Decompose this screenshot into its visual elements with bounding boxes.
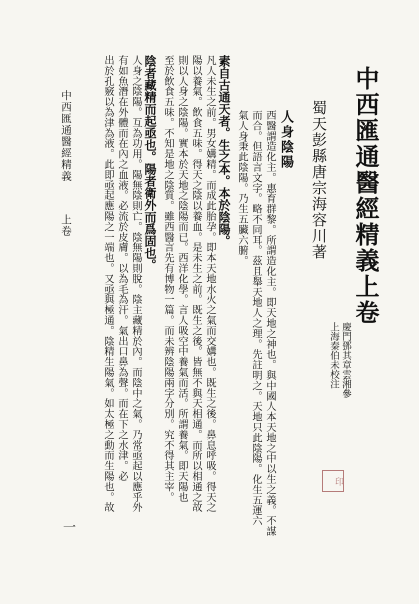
section-title: 人身陰陽 [278,110,293,170]
body-column-7: 至於飲食五味。不知是地之陰質。雖西醫言先有博物一篇。而未辨陰陽兩字分別。究不得其主宰。 [162,55,173,503]
body-column-8: 人身之陰陽。互為功用。陽無陰則亡。陰無陽則脫。陰主藏精於內。而陰中之氣。乃常亟起以應乎外 [130,55,141,513]
body-column-9: 有如魚潛在外體而在內之血液。必流於皮膚。以為毛為汗。氣出口鼻為聲。而在下之水津。必 [116,55,127,482]
editor-seal-stamp: 印 [322,470,344,492]
book-author: 蜀天彭縣唐宗海容川著 [310,100,328,260]
running-footer-volume: 上卷 [60,214,72,237]
running-footer-title: 中西匯通醫經精義 [60,90,72,182]
body-column-4: 凡人未生之前。男女媾精。而成此胎孕。即本天地水火之氣而交媾也。既生之後。鼻息呼吸。得天之 [204,55,215,513]
body-column-6: 則以人身之陰陽。實本於天地之陰陽而已。西洋化學。言人吸空中養氣而活。所謂養氣。即天陽也 [176,55,187,503]
bold-lead-1: 素自古通天者。生之本。本於陰陽。 [217,55,231,247]
editor-credit-2: 上海秦伯未校注 [328,322,339,389]
bold-lead-2: 陰者藏精而起亟也。陽者衛外而爲固也。 [143,55,157,271]
body-column-5: 陽以養氣。飲食五味。得天之陰以養血。是未生之前。既生之後。皆無不與天相通。而所以相通之故 [190,55,201,513]
body-column-10: 出於孔竅以為津為液。此即亟起應陽之一端也。又亟與極通。陰精生陽氣。如太極之動而生陽也。故 [102,55,113,513]
page-number: 一 [60,520,75,533]
body-column-2: 而合。但語言文字。略不同耳。茲且舉天地人之理。先註明之。天地只此陰陽。化生五運六 [250,110,261,526]
book-title: 中西匯通醫經精義上卷 [351,66,380,326]
editor-credit-1: 慶門鄧其章雲湘參 [340,322,351,398]
body-column-3: 氣人身秉此陰陽。乃生五臟六腑。 [236,110,247,266]
body-column-1: 西醫謂造化主。惠育群黎。所謂造化主。即天地之神也。與中國人本天地之中以生之義。不謀 [264,110,275,537]
